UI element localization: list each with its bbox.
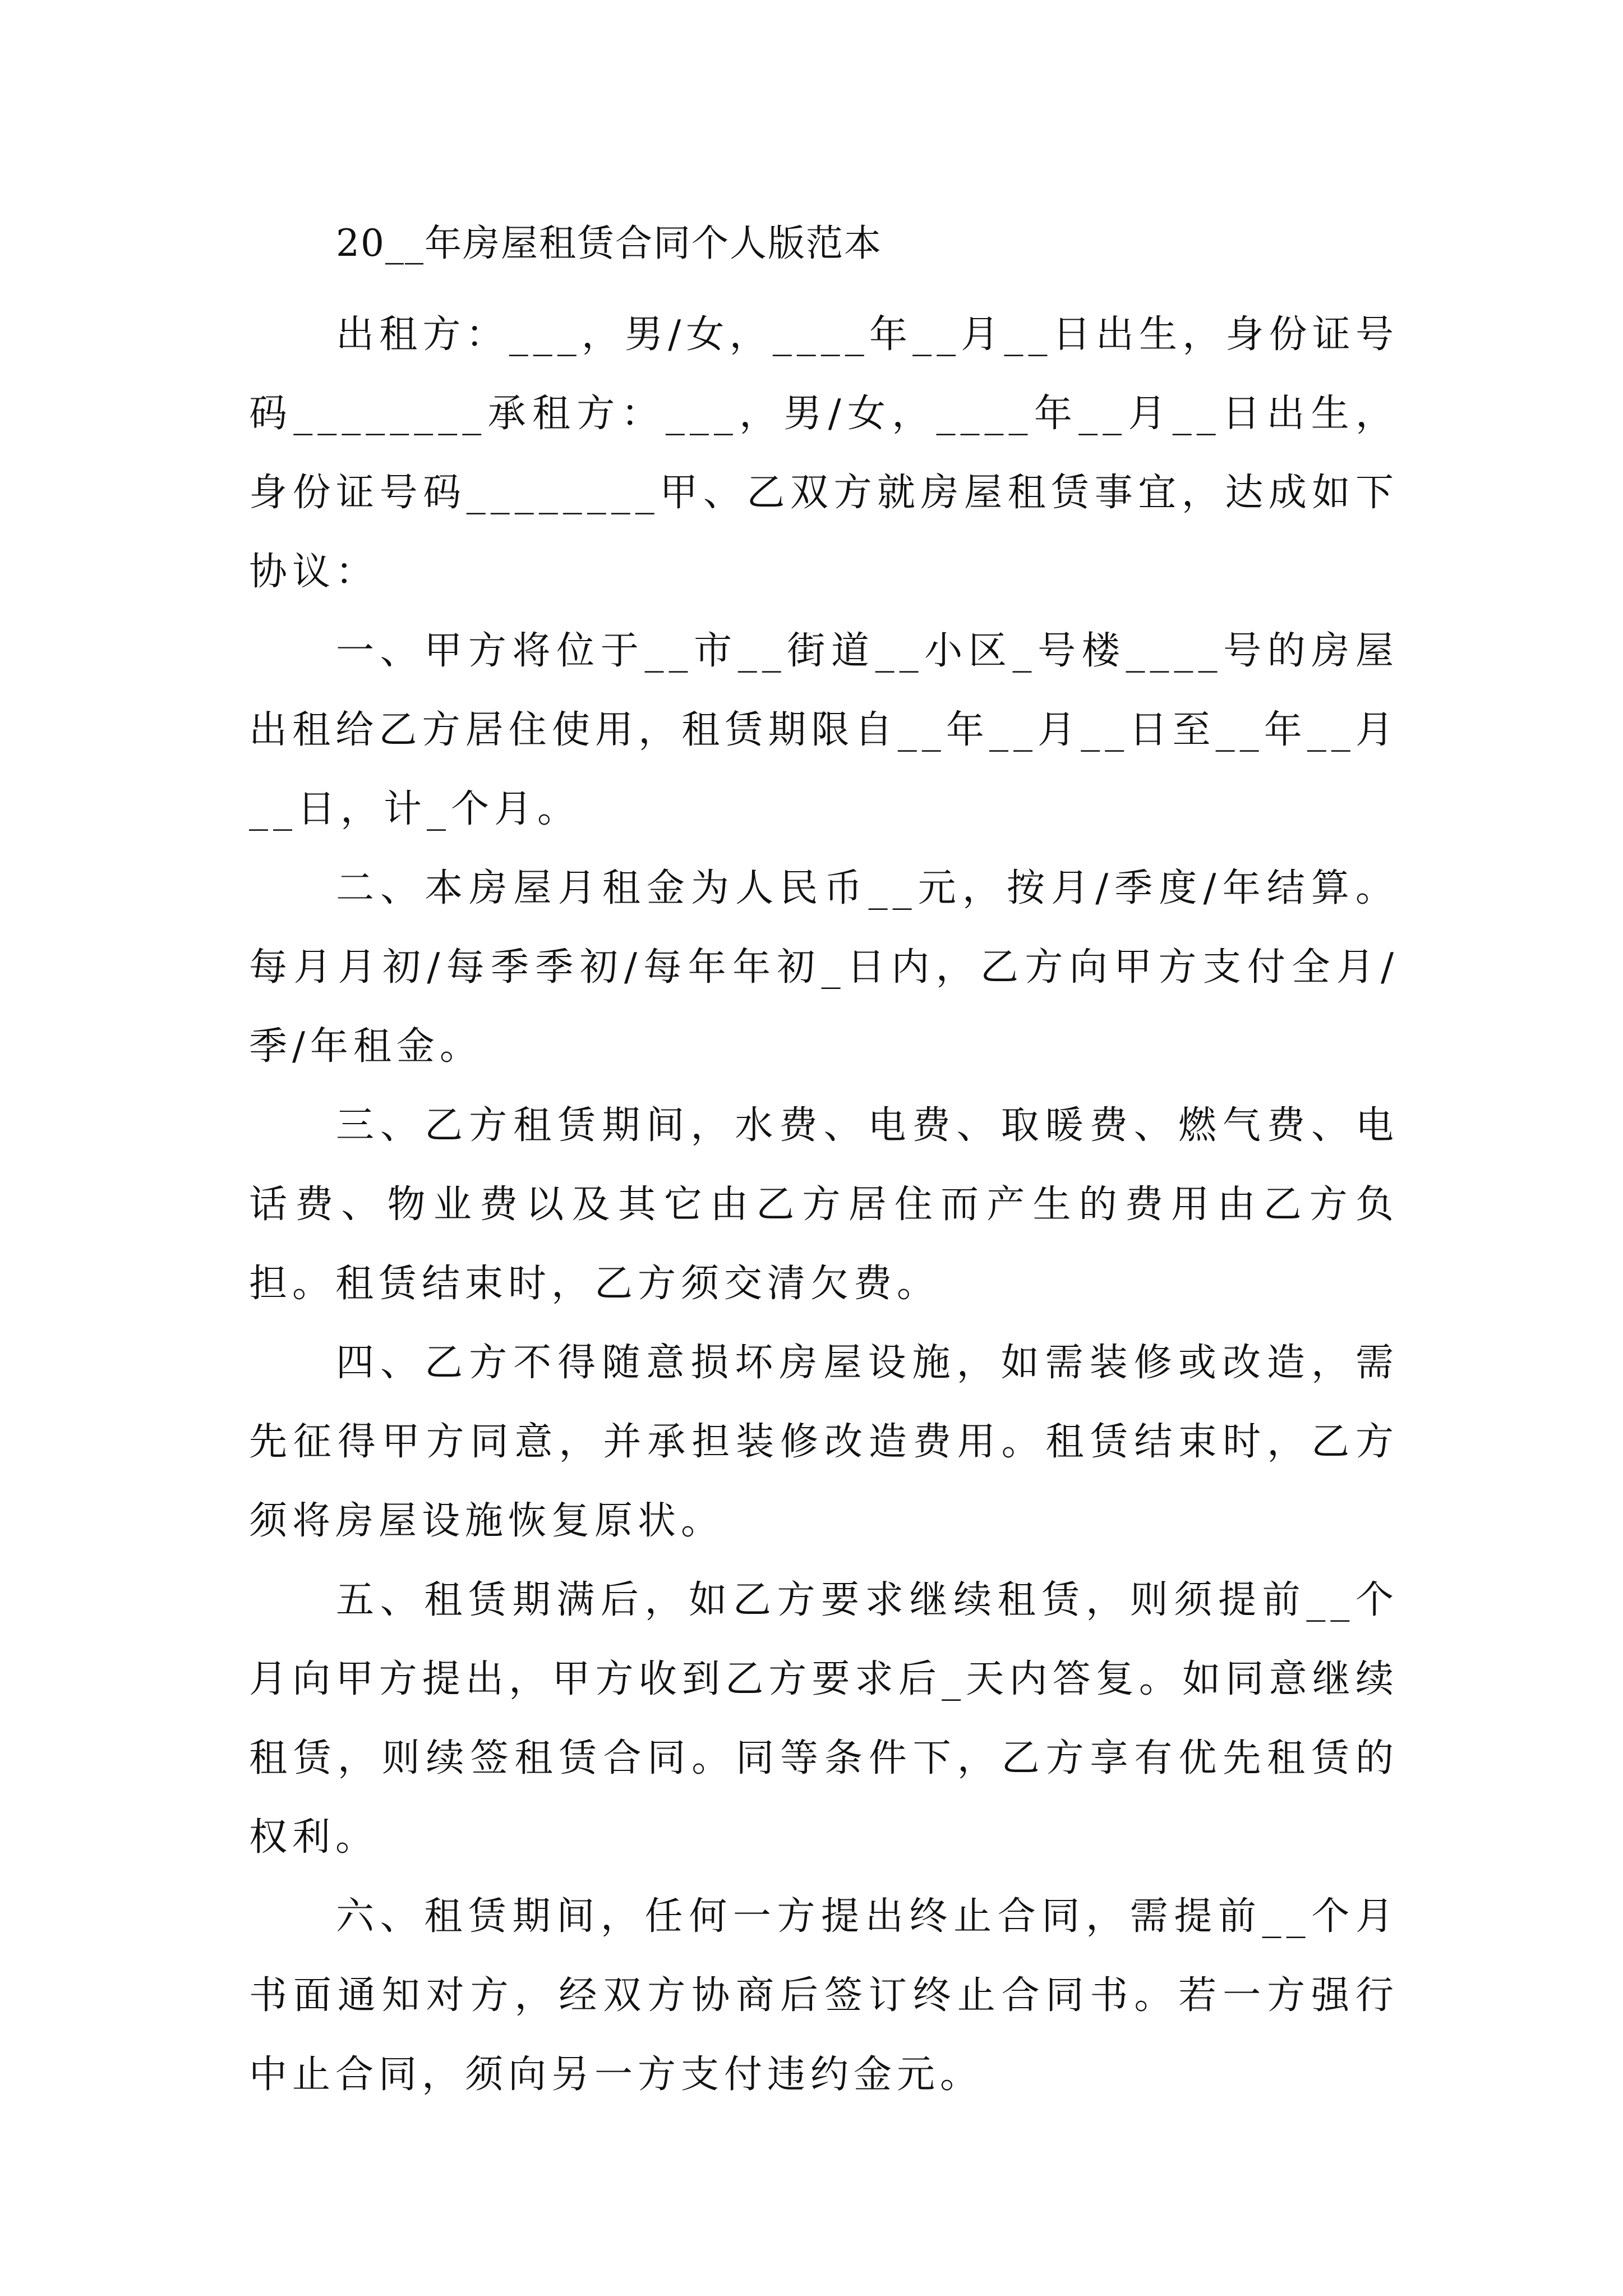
- paragraph-clause-5-renewal: 五、租赁期满后，如乙方要求继续租赁，则须提前__个月向甲方提出，甲方收到乙方要求后_天内答复。如同意继续租赁，则续签租赁合同。同等条件下，乙方享有优先租赁的权利。: [249, 1578, 1399, 1860]
- title-spacer: [249, 272, 1399, 295]
- document-title: 20__年房屋租赁合同个人版范本: [336, 222, 882, 265]
- paragraph-clause-1-location-term: 一、甲方将位于__市__街道__小区_号楼____号的房屋出租给乙方居住使用，租赁期限自__年__月__日至__年__月__日，计_个月。: [249, 629, 1399, 831]
- paragraph-parties: 出租方：___，男/女，____年__月__日出生，身份证号码________承租方：___，男/女，____年__月__日出生，身份证号码________甲、乙双方就房屋租赁事宜，达成如下协议：: [249, 312, 1399, 594]
- paragraph-clause-2-rent: 二、本房屋月租金为人民币__元，按月/季度/年结算。每月月初/每季季初/每年年初_日内，乙方向甲方支付全月/季/年租金。: [249, 866, 1399, 1069]
- paragraph-clause-4-facilities: 四、乙方不得随意损坏房屋设施，如需装修或改造，需先征得甲方同意，并承担装修改造费用。租赁结束时，乙方须将房屋设施恢复原状。: [249, 1341, 1399, 1543]
- paragraph-clause-6-termination: 六、租赁期间，任何一方提出终止合同，需提前__个月书面通知对方，经双方协商后签订终止合同书。若一方强行中止合同，须向另一方支付违约金元。: [249, 1894, 1399, 2097]
- paragraph-clause-3-fees: 三、乙方租赁期间，水费、电费、取暖费、燃气费、电话费、物业费以及其它由乙方居住而产生的费用由乙方负担。租赁结束时，乙方须交清欠费。: [249, 1103, 1399, 1306]
- document-body: [249, 215, 1399, 2114]
